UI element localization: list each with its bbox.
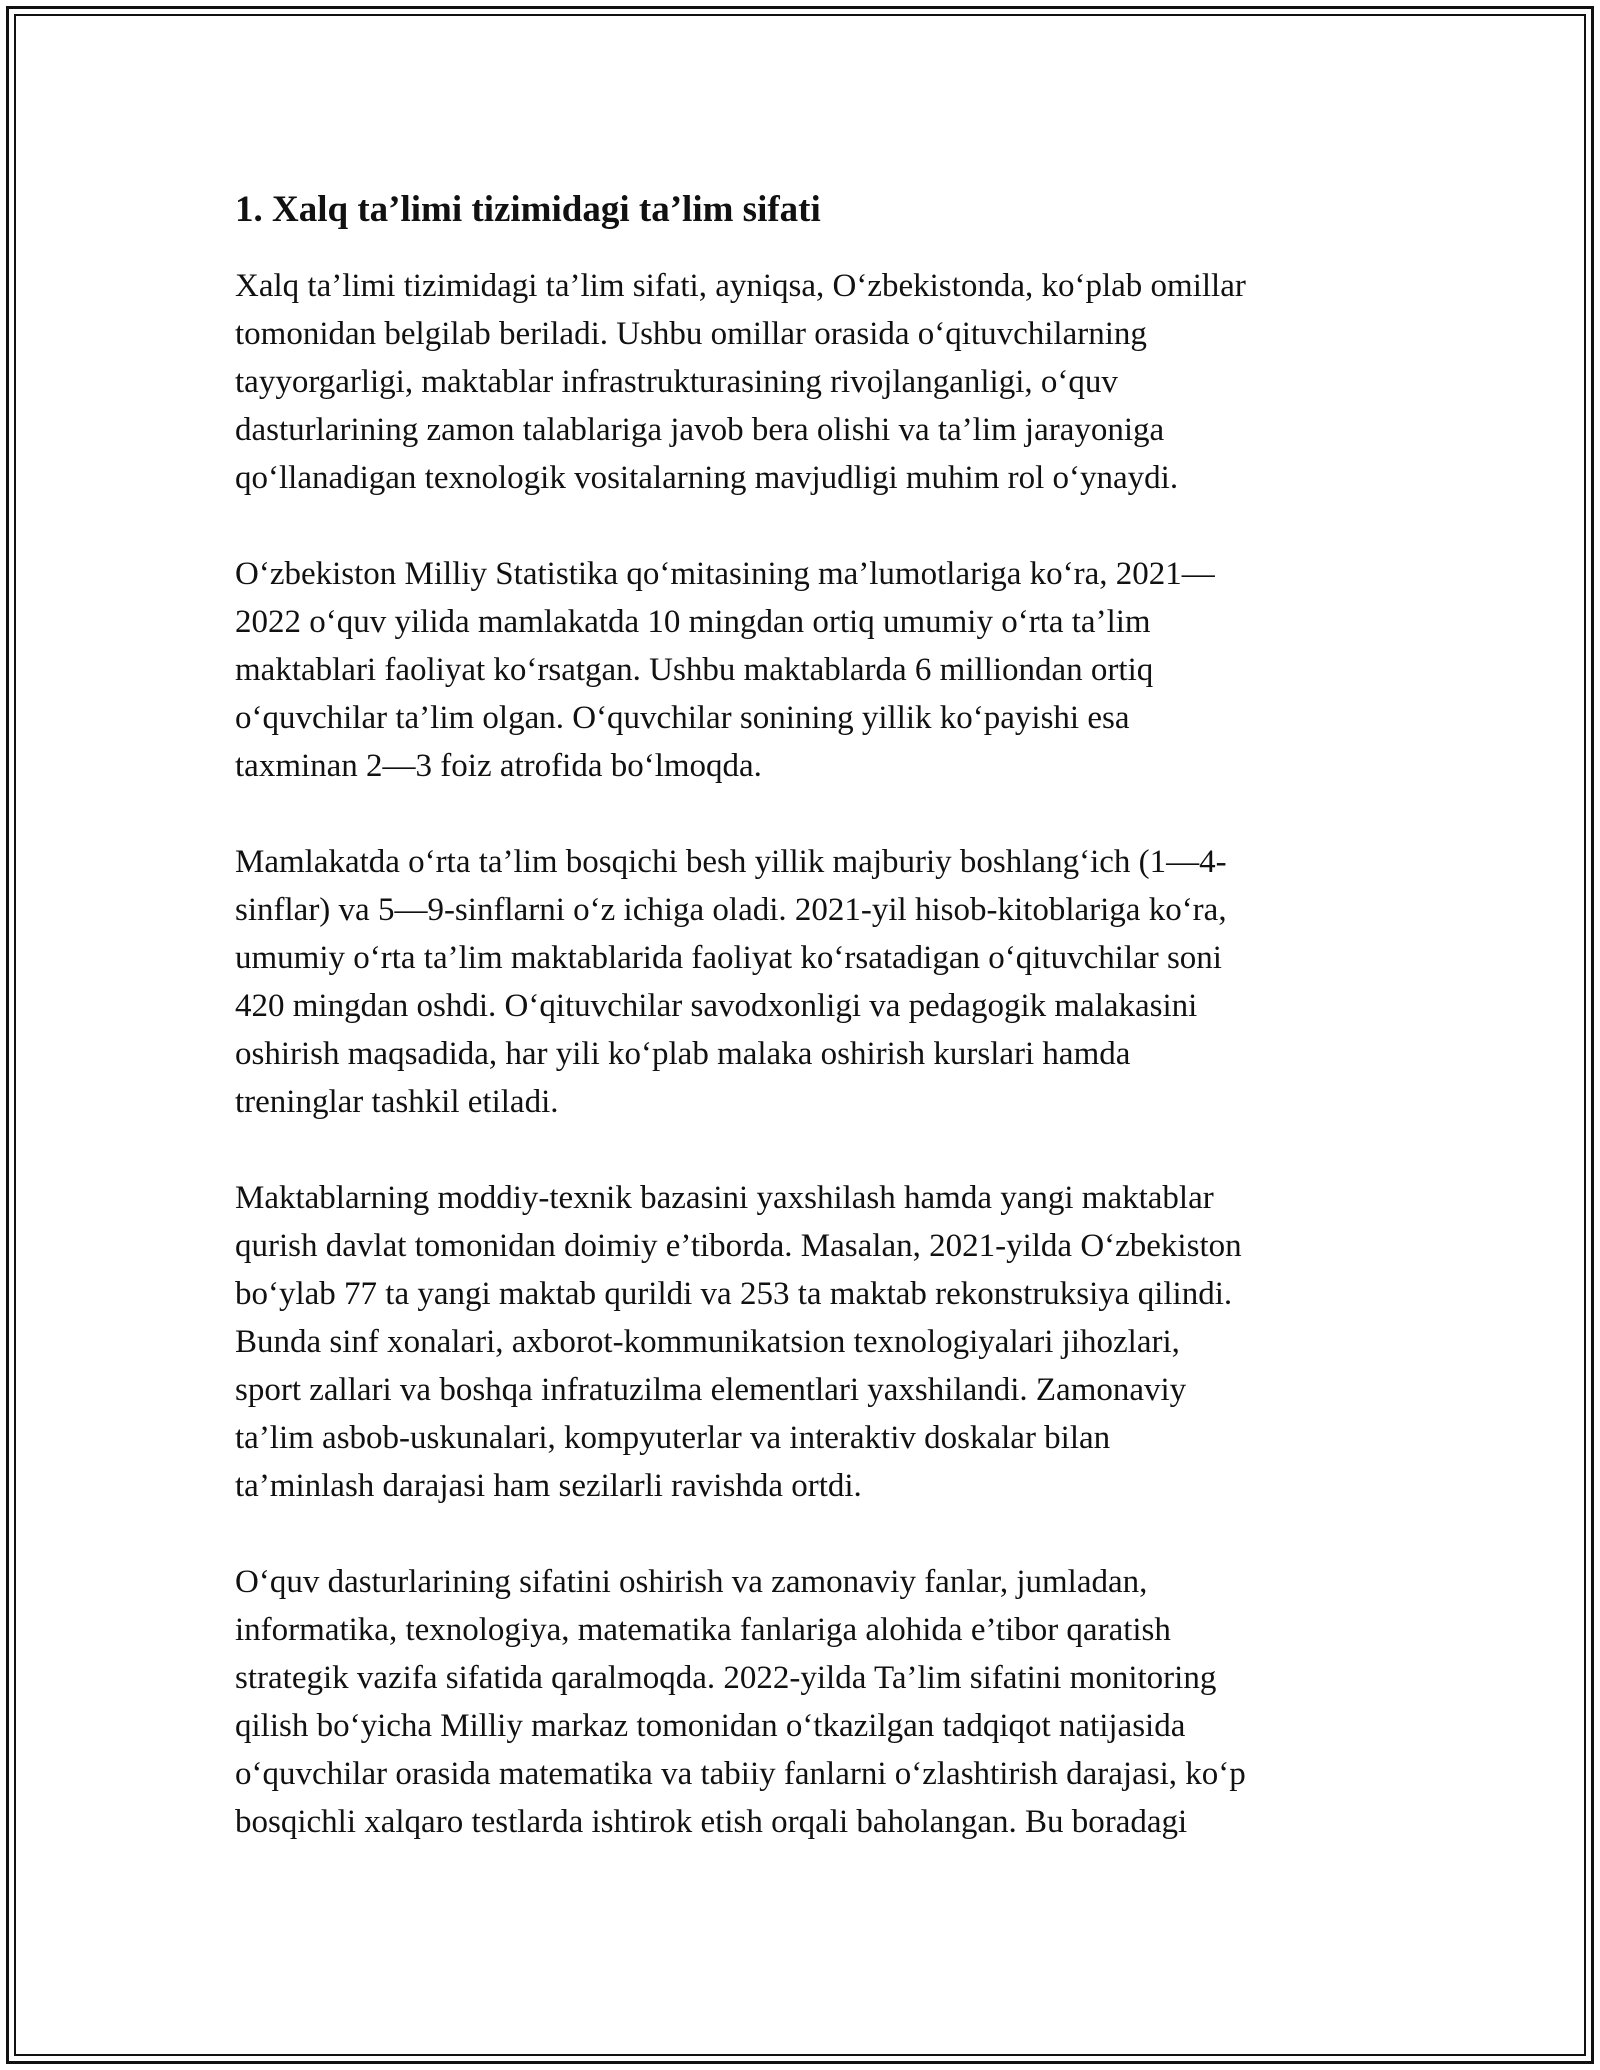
text-line: Maktablarning moddiy-texnik bazasini yaxshilash hamda yangi maktablar — [235, 1180, 1214, 1217]
text-line: strategik vazifa sifatida qaralmoqda. 2022-yilda Ta’lim sifatini monitoring — [235, 1660, 1217, 1697]
text-line: O‘quv dasturlarining sifatini oshirish va zamonaviy fanlar, jumladan, — [235, 1564, 1148, 1601]
text-line: ta’minlash darajasi ham sezilarli ravishda ortdi. — [235, 1468, 862, 1505]
text-line: qilish bo‘yicha Milliy markaz tomonidan o‘tkazilgan tadqiqot natijasida — [235, 1708, 1186, 1745]
paragraph-5 — [235, 1558, 1365, 1846]
text-line: o‘quvchilar ta’lim olgan. O‘quvchilar sonining yillik ko‘payishi esa — [235, 700, 1130, 737]
text-line: oshirish maqsadida, har yili ko‘plab malaka oshirish kurslari hamda — [235, 1036, 1131, 1073]
text-line: O‘zbekiston Milliy Statistika qo‘mitasining ma’lumotlariga ko‘ra, 2021— — [235, 556, 1215, 593]
text-line: dasturlarining zamon talablariga javob bera olishi va ta’lim jarayoniga — [235, 412, 1165, 449]
text-line: o‘quvchilar orasida matematika va tabiiy fanlarni o‘zlashtirish darajasi, ko‘p — [235, 1756, 1246, 1793]
text-line: Mamlakatda o‘rta ta’lim bosqichi besh yillik majburiy boshlang‘ich (1—4- — [235, 844, 1227, 881]
paragraph-3 — [235, 838, 1365, 1126]
text-line: treninglar tashkil etiladi. — [235, 1084, 559, 1121]
text-line: sport zallari va boshqa infratuzilma elementlari yaxshilandi. Zamonaviy — [235, 1372, 1187, 1409]
text-line: 420 mingdan oshdi. O‘qituvchilar savodxonligi va pedagogik malakasini — [235, 988, 1198, 1025]
text-line: informatika, texnologiya, matematika fanlariga alohida e’tibor qaratish — [235, 1612, 1171, 1649]
text-line: qo‘llanadigan texnologik vositalarning mavjudligi muhim rol o‘ynaydi. — [235, 460, 1179, 497]
paragraph-2 — [235, 550, 1365, 790]
section-heading: 1. Xalq ta’limi tizimidagi ta’lim sifati — [235, 189, 821, 230]
document-body — [235, 186, 1365, 1894]
paragraph-4 — [235, 1174, 1365, 1510]
paragraph-1 — [235, 262, 1365, 502]
text-line: tayyorgarligi, maktablar infrastrukturasining rivojlanganligi, o‘quv — [235, 364, 1118, 401]
text-line: Bunda sinf xonalari, axborot-kommunikatsion texnologiyalari jihozlari, — [235, 1324, 1180, 1361]
text-line: bo‘ylab 77 ta yangi maktab qurildi va 253 ta maktab rekonstruksiya qilindi. — [235, 1276, 1233, 1313]
text-line: maktablari faoliyat ko‘rsatgan. Ushbu maktablarda 6 milliondan ortiq — [235, 652, 1154, 689]
text-line: umumiy o‘rta ta’lim maktablarida faoliyat ko‘rsatadigan o‘qituvchilar soni — [235, 940, 1222, 977]
text-line: taxminan 2—3 foiz atrofida bo‘lmoqda. — [235, 748, 762, 785]
text-line: ta’lim asbob-uskunalari, kompyuterlar va interaktiv doskalar bilan — [235, 1420, 1111, 1457]
text-line: Xalq ta’limi tizimidagi ta’lim sifati, ayniqsa, O‘zbekistonda, ko‘plab omillar — [235, 268, 1246, 305]
text-line: 2022 o‘quv yilida mamlakatda 10 mingdan ortiq umumiy o‘rta ta’lim — [235, 604, 1151, 641]
text-line: sinflar) va 5—9-sinflarni o‘z ichiga oladi. 2021-yil hisob-kitoblariga ko‘ra, — [235, 892, 1227, 929]
text-line: bosqichli xalqaro testlarda ishtirok etish orqali baholangan. Bu boradagi — [235, 1804, 1188, 1841]
text-line: qurish davlat tomonidan doimiy e’tiborda. Masalan, 2021-yilda O‘zbekiston — [235, 1228, 1242, 1265]
text-line: tomonidan belgilab beriladi. Ushbu omillar orasida o‘qituvchilarning — [235, 316, 1147, 353]
